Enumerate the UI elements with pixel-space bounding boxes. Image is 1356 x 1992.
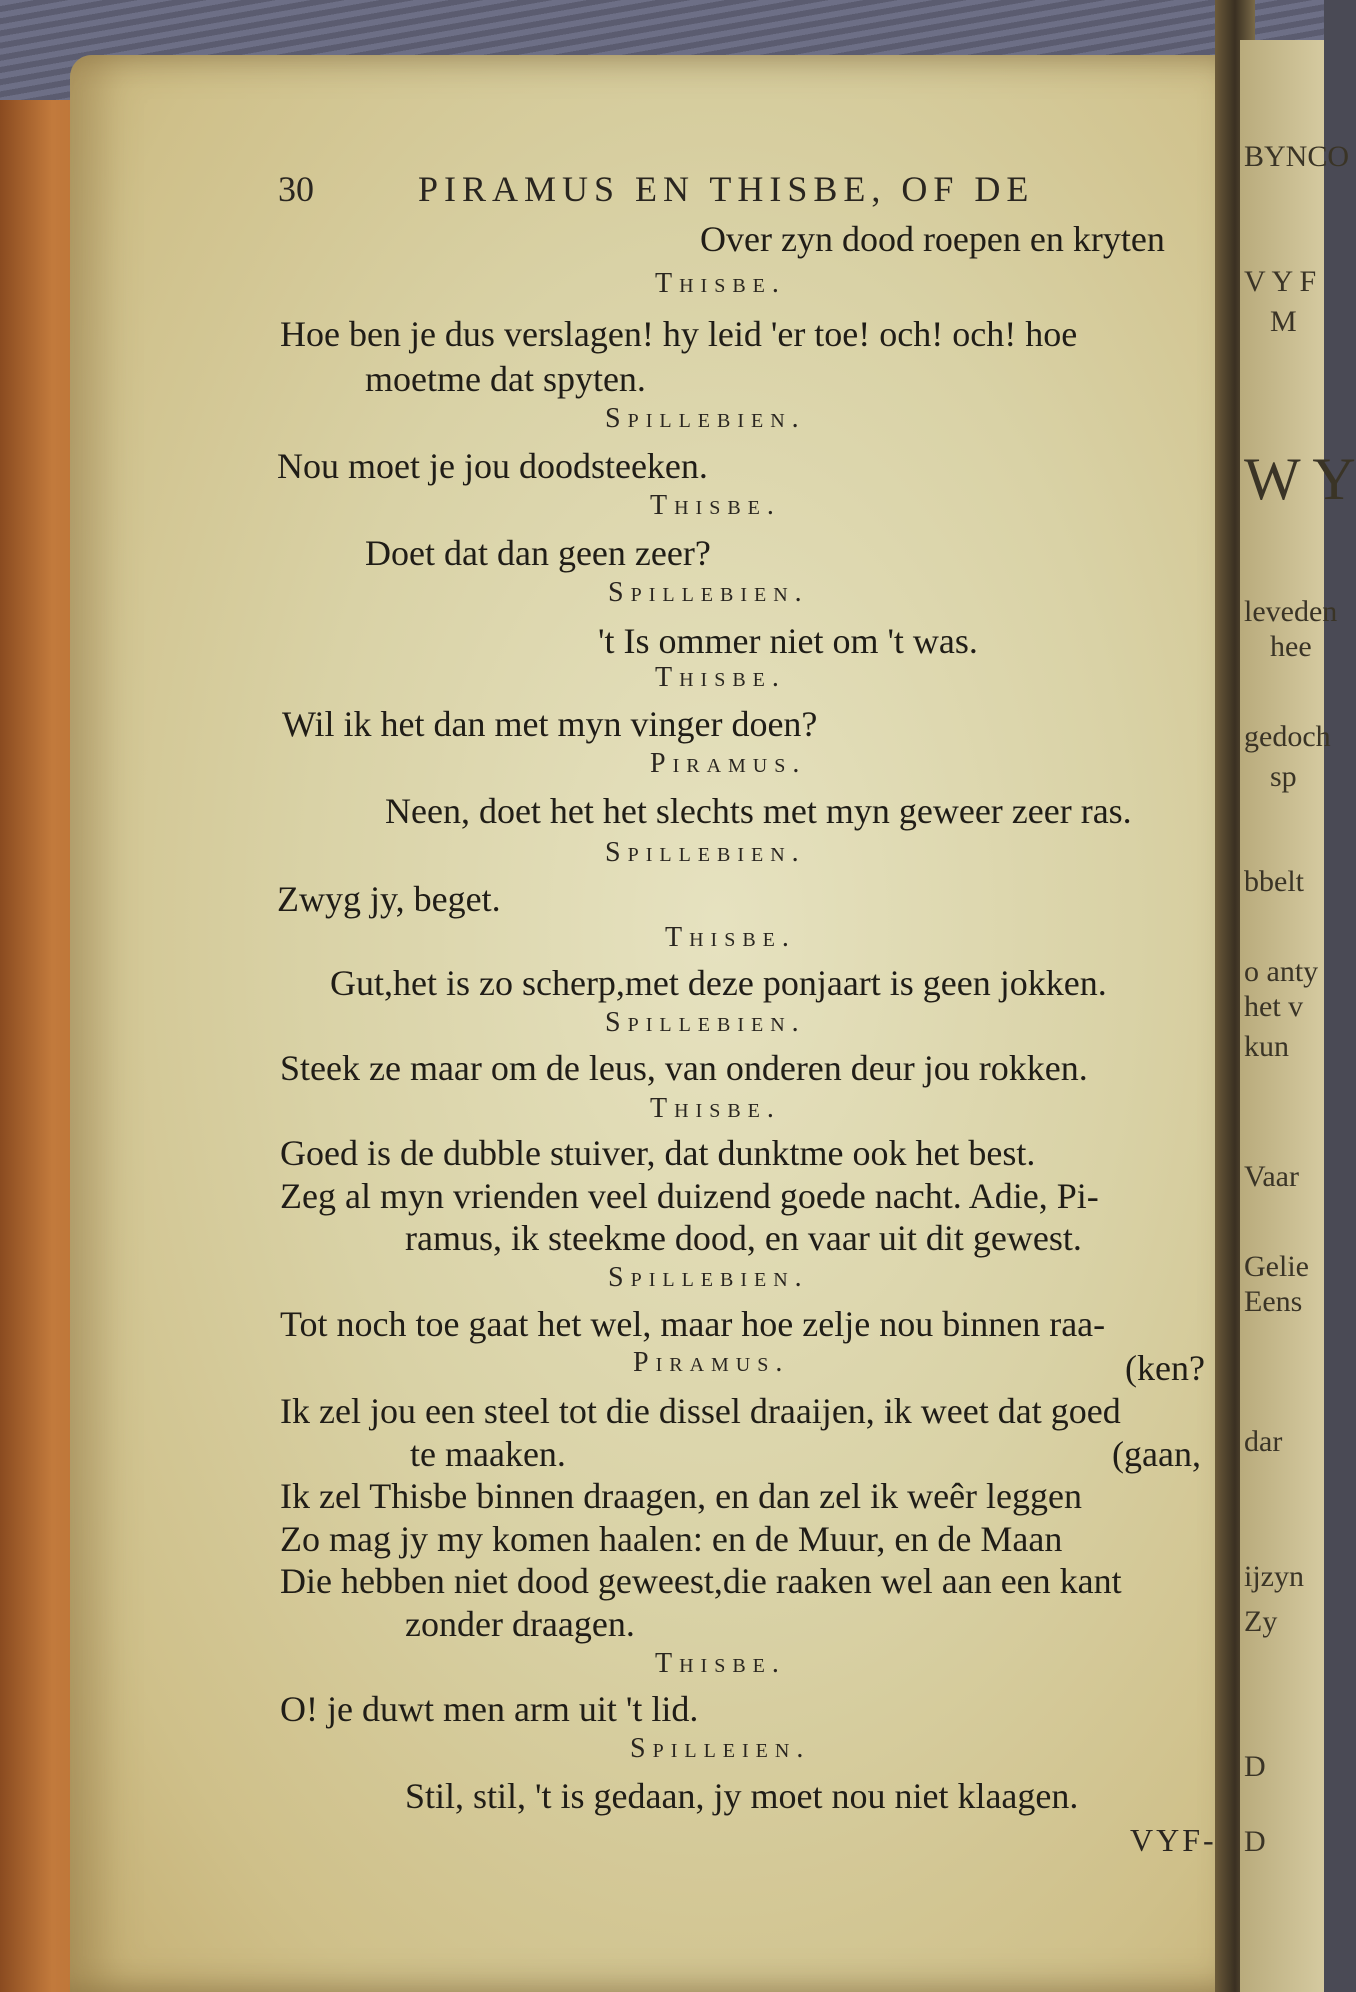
facing-page-fragment: leveden xyxy=(1244,595,1338,628)
speaker-name: Thisbe. xyxy=(655,1648,786,1679)
speaker-name: Spillebien. xyxy=(608,577,809,608)
speaker-name: Piramus. xyxy=(633,1347,790,1378)
verse-line: O! je duwt men arm uit 't lid. xyxy=(280,1689,699,1729)
turnover-fragment: (gaan, xyxy=(1112,1434,1201,1474)
facing-page-fragment: W Y xyxy=(1244,446,1356,512)
verse-line: Over zyn dood roepen en kryten xyxy=(700,219,1165,259)
speaker-name: Piramus. xyxy=(650,748,807,779)
verse-line: ramus, ik steekme dood, en vaar uit dit gewest. xyxy=(405,1218,1082,1258)
facing-page-fragment: D xyxy=(1244,1825,1266,1858)
facing-page-fragment: Vaar xyxy=(1244,1160,1299,1193)
verse-line: Tot noch toe gaat het wel, maar hoe zelje nou binnen raa- xyxy=(280,1304,1106,1344)
facing-page-fragment: gedoch xyxy=(1244,720,1331,753)
verse-line: Ik zel Thisbe binnen draagen, en dan zel ik weêr leggen xyxy=(280,1476,1083,1516)
facing-page-fragment: M xyxy=(1270,305,1297,338)
verse-line: te maaken. xyxy=(410,1434,566,1474)
verse-line: Hoe ben je dus verslagen! hy leid 'er toe! och! och! hoe xyxy=(280,314,1078,354)
facing-page-fragment: bbelt xyxy=(1244,865,1304,898)
facing-page-fragment: ijzyn xyxy=(1244,1560,1304,1593)
verse-line: Neen, doet het het slechts met myn geweer zeer ras. xyxy=(385,791,1132,831)
facing-page-fragment: hee xyxy=(1270,630,1312,663)
verse-line: 't Is ommer niet om 't was. xyxy=(598,621,978,661)
speaker-name: Spilleien. xyxy=(630,1733,811,1764)
verse-line: Die hebben niet dood geweest,die raaken wel aan een kant xyxy=(280,1561,1122,1601)
catchword: VYF- xyxy=(1130,1822,1217,1858)
verse-line: zonder draagen. xyxy=(405,1604,635,1644)
turnover-fragment: (ken? xyxy=(1125,1348,1205,1388)
verse-line: Stil, stil, 't is gedaan, jy moet nou niet klaagen. xyxy=(405,1776,1079,1816)
facing-page-fragment: D xyxy=(1244,1750,1266,1783)
verse-line: moetme dat spyten. xyxy=(365,359,646,399)
facing-page-fragment: sp xyxy=(1270,760,1297,793)
speaker-name: Thisbe. xyxy=(650,1093,781,1124)
facing-page-fragment: dar xyxy=(1244,1425,1283,1458)
verse-line: Goed is de dubble stuiver, dat dunktme ook het best. xyxy=(280,1133,1036,1173)
verse-line: Steek ze maar om de leus, van onderen deur jou rokken. xyxy=(280,1048,1088,1088)
facing-page-fragment: kun xyxy=(1244,1030,1289,1063)
speaker-name: Thisbe. xyxy=(665,922,796,953)
speaker-name: Thisbe. xyxy=(650,490,781,521)
speaker-name: Spillebien. xyxy=(605,837,806,868)
verse-line: Gut,het is zo scherp,met deze ponjaart is geen jokken. xyxy=(330,963,1107,1003)
speaker-name: Thisbe. xyxy=(655,662,786,693)
speaker-name: Spillebien. xyxy=(605,403,806,434)
running-title: PIRAMUS EN THISBE, OF DE xyxy=(418,169,1035,209)
speaker-name: Spillebien. xyxy=(608,1262,809,1293)
facing-page-fragment: Eens xyxy=(1244,1285,1303,1318)
verse-line: Ik zel jou een steel tot die dissel draaijen, ik weet dat goed xyxy=(280,1391,1121,1431)
verse-line: Doet dat dan geen zeer? xyxy=(365,533,711,573)
speaker-name: Spillebien. xyxy=(605,1007,806,1038)
page-number: 30 xyxy=(278,169,314,209)
verse-line: Zwyg jy, beget. xyxy=(277,879,501,919)
facing-page-fragment: het v xyxy=(1244,990,1304,1023)
verse-line: Nou moet je jou doodsteeken. xyxy=(277,446,708,486)
facing-page-fragment: Zy xyxy=(1244,1605,1278,1638)
facing-page-fragment: o anty xyxy=(1244,955,1319,988)
verse-line: Wil ik het dan met myn vinger doen? xyxy=(282,704,818,744)
facing-page-fragment: V Y F xyxy=(1244,265,1317,298)
facing-page-fragment: Gelie xyxy=(1244,1250,1309,1283)
speaker-name: Thisbe. xyxy=(655,268,786,299)
facing-page xyxy=(1240,40,1356,1992)
facing-page-fragment: BYNCO xyxy=(1244,140,1350,173)
verse-line: Zeg al myn vrienden veel duizend goede nacht. Adie, Pi- xyxy=(280,1176,1099,1216)
verse-line: Zo mag jy my komen haalen: en de Muur, en de Maan xyxy=(280,1519,1063,1559)
